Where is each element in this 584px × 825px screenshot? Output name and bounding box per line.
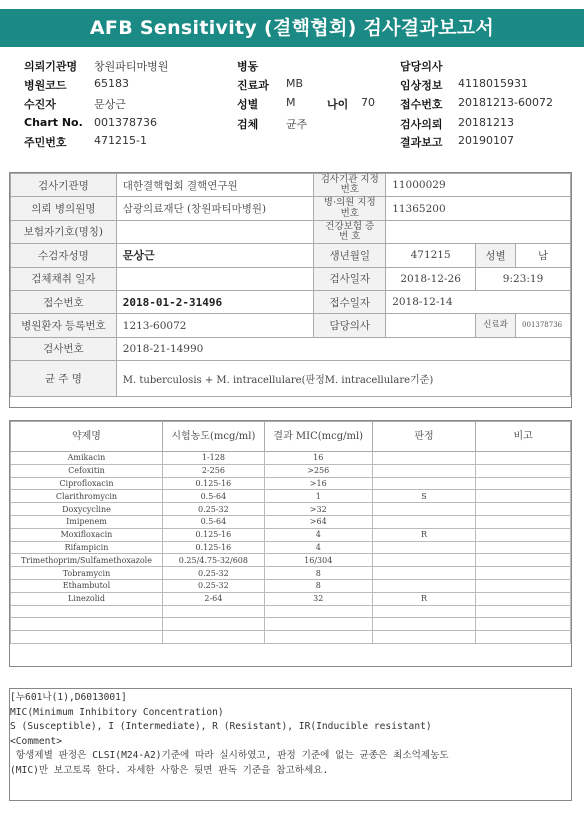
- birth-value: 471215: [386, 244, 476, 267]
- chart-no-label: Chart No.: [24, 116, 83, 129]
- table-row: [11, 477, 571, 490]
- test-conc: [162, 605, 264, 618]
- note-line: <Comment>: [10, 735, 62, 747]
- request-date-value: 20181213: [458, 116, 514, 129]
- test-conc: 0.125-16: [162, 541, 264, 554]
- note-line: MIC(Minimum Inhibitory Concentration): [10, 706, 224, 718]
- interpretation: [372, 477, 476, 490]
- receipt-value: 20181213-60072: [458, 96, 553, 109]
- confirm-label: 신료과: [476, 314, 516, 337]
- interpretation: [372, 541, 476, 554]
- mic-result: >64: [264, 515, 372, 528]
- health-no-label: 건강보험 증 번 호: [314, 220, 386, 243]
- remarks: [476, 490, 571, 503]
- drug-name: Cefoxitin: [11, 464, 163, 477]
- interpretation: [372, 618, 476, 631]
- interpretation: R: [372, 592, 476, 605]
- table-row: [11, 567, 571, 580]
- drug-name: [11, 618, 163, 631]
- name-value: 문상근: [116, 244, 314, 267]
- table-row: [11, 464, 571, 477]
- age-label: 나이: [327, 98, 349, 111]
- table-row: [11, 592, 571, 605]
- requester-value: 창원파티마병원: [94, 60, 169, 73]
- sex-label: 성별: [237, 98, 259, 111]
- interpretation: [372, 452, 476, 465]
- birth-label: 생년월일: [314, 244, 386, 267]
- test-conc: 0.5-64: [162, 515, 264, 528]
- drug-name: Ethambutol: [11, 579, 163, 592]
- specimen-value: 균주: [286, 118, 308, 131]
- report-date-label: 결과보고: [400, 136, 443, 149]
- remarks: [476, 503, 571, 516]
- test-conc: 0.25-32: [162, 567, 264, 580]
- drug-name: [11, 631, 163, 644]
- table-row: [11, 503, 571, 516]
- remarks: [476, 605, 571, 618]
- interpretation: [372, 503, 476, 516]
- hosp-reg-label: 병원환자 등록번호: [11, 314, 117, 337]
- strain-value: M. tuberculosis + M. intracellulare(판정M. intracellulare기준): [116, 361, 570, 397]
- test-conc: [162, 631, 264, 644]
- note-line: [누601나(1),D6013001]: [10, 692, 127, 703]
- mic-result: 8: [264, 567, 372, 580]
- table-row: [11, 579, 571, 592]
- header-remarks: 비고: [476, 422, 571, 452]
- notes-section: [10, 691, 571, 778]
- strain-label: 균 주 명: [11, 361, 117, 397]
- req-code-value: 11365200: [386, 197, 571, 220]
- req-org-value: 삼광의료재단 (창원파티마병원): [116, 197, 314, 220]
- ward-label: 병동: [237, 60, 259, 73]
- lab-name-value: 대한결핵협회 결핵연구원: [116, 174, 314, 197]
- requester-label: 의뢰기관명: [24, 60, 78, 73]
- req-code-label: 병·의원 지정번호: [314, 197, 386, 220]
- sex-value: M: [286, 96, 296, 109]
- interpretation: S: [372, 490, 476, 503]
- patient-value: 문상근: [94, 98, 126, 111]
- header-drug: 약제명: [11, 422, 163, 452]
- doctor-label: 담당의사: [400, 60, 443, 73]
- interpretation: [372, 567, 476, 580]
- lab-code-value: 11000029: [386, 174, 571, 197]
- remarks: [476, 541, 571, 554]
- doctor-info-value: [386, 314, 476, 337]
- remarks: [476, 528, 571, 541]
- drug-name: Trimethoprim/Sulfamethoxazole: [11, 554, 163, 567]
- receipt-date-label: 접수일자: [314, 290, 386, 313]
- mic-result: 16/304: [264, 554, 372, 567]
- test-time-value: 9:23:19: [476, 267, 571, 290]
- remarks: [476, 567, 571, 580]
- test-conc: 0.25-32: [162, 579, 264, 592]
- header-interpretation: 판정: [372, 422, 476, 452]
- interpretation: [372, 631, 476, 644]
- dept-value: MB: [286, 77, 304, 90]
- health-no-value: [386, 220, 571, 243]
- test-conc: 0.125-16: [162, 528, 264, 541]
- interpretation: [372, 579, 476, 592]
- receipt-no-value: 2018-01-2-31496: [116, 290, 314, 313]
- drug-name: Linezolid: [11, 592, 163, 605]
- chart-no-value: 001378736: [94, 116, 157, 129]
- hospital-code-label: 병원코드: [24, 79, 67, 92]
- drug-name: Moxifloxacin: [11, 528, 163, 541]
- header-mic: 결과 MIC(mcg/ml): [264, 422, 372, 452]
- remarks: [476, 618, 571, 631]
- table-row: [11, 605, 571, 618]
- remarks: [476, 477, 571, 490]
- drug-name: Amikacin: [11, 452, 163, 465]
- table-row: [11, 541, 571, 554]
- receipt-no-label: 접수번호: [11, 290, 117, 313]
- report-title: AFB Sensitivity (결핵협회) 검사결과보고서: [0, 9, 584, 47]
- clinical-label: 임상정보: [400, 79, 443, 92]
- remarks: [476, 554, 571, 567]
- hospital-code-value: 65183: [94, 77, 129, 90]
- dept-label: 진료과: [237, 79, 269, 92]
- interpretation: [372, 554, 476, 567]
- test-date-label: 검사일자: [314, 267, 386, 290]
- remarks: [476, 592, 571, 605]
- test-conc: 2-64: [162, 592, 264, 605]
- hosp-reg-value: 1213-60072: [116, 314, 314, 337]
- sex-info-value: 남: [516, 244, 571, 267]
- remarks: [476, 464, 571, 477]
- interpretation: [372, 515, 476, 528]
- header-test-conc: 시험농도(mcg/ml): [162, 422, 264, 452]
- drug-name: Doxycycline: [11, 503, 163, 516]
- confirm-value: 001378736: [516, 314, 571, 337]
- test-date-value: 2018-12-26: [386, 267, 476, 290]
- test-conc: 0.25-32: [162, 503, 264, 516]
- table-row: [11, 528, 571, 541]
- interpretation: [372, 605, 476, 618]
- mic-result: [264, 605, 372, 618]
- remarks: [476, 515, 571, 528]
- test-conc: 0.5-64: [162, 490, 264, 503]
- drug-name: Imipenem: [11, 515, 163, 528]
- mic-result: 16: [264, 452, 372, 465]
- note-line: (MIC)만 보고토록 한다. 자세한 사항은 뒷면 판독 기준을 참고하세요.: [10, 764, 329, 776]
- name-label: 수검자성명: [11, 244, 117, 267]
- mic-result: 1: [264, 490, 372, 503]
- test-conc: 0.25/4.75-32/608: [162, 554, 264, 567]
- test-conc: 0.125-16: [162, 477, 264, 490]
- test-conc: 1-128: [162, 452, 264, 465]
- receipt-label: 접수번호: [400, 98, 443, 111]
- age-value: 70: [361, 96, 375, 109]
- test-conc: 2-256: [162, 464, 264, 477]
- note-line: 항생제별 판정은 CLSI(M24-A2)기준에 따라 실시하였고, 판정 기준에 없는 균종은 최소억제농도: [10, 750, 449, 761]
- report-date-value: 20190107: [458, 134, 514, 147]
- table-row: [11, 490, 571, 503]
- request-date-label: 검사의뢰: [400, 118, 443, 131]
- table-row: [11, 618, 571, 631]
- mic-result: [264, 631, 372, 644]
- mic-result: >256: [264, 464, 372, 477]
- mic-result: 4: [264, 528, 372, 541]
- req-org-label: 의뢰 병의원명: [11, 197, 117, 220]
- note-line: S (Susceptible), I (Intermediate), R (Resistant), IR(Inducible resistant): [10, 721, 432, 732]
- table-row: [11, 515, 571, 528]
- mic-result: 8: [264, 579, 372, 592]
- drug-sensitivity-table: [10, 421, 571, 644]
- remarks: [476, 631, 571, 644]
- report-header: [0, 56, 584, 148]
- insurance-value: [116, 220, 314, 243]
- lab-name-label: 검사기관명: [11, 174, 117, 197]
- collect-date-label: 검체채취 일자: [11, 267, 117, 290]
- patient-label: 수진자: [24, 98, 56, 111]
- remarks: [476, 452, 571, 465]
- collect-date-value: [116, 267, 314, 290]
- resident-no-value: 471215-1: [94, 134, 147, 147]
- table-row: [11, 452, 571, 465]
- exam-no-label: 검사번호: [11, 337, 117, 360]
- mic-result: [264, 618, 372, 631]
- interpretation: [372, 464, 476, 477]
- table-row: [11, 631, 571, 644]
- table-row: [11, 554, 571, 567]
- drug-name: Tobramycin: [11, 567, 163, 580]
- drug-name: [11, 605, 163, 618]
- remarks: [476, 579, 571, 592]
- drug-name: Clarithromycin: [11, 490, 163, 503]
- mic-result: >16: [264, 477, 372, 490]
- doctor-info-label: 담당의사: [314, 314, 386, 337]
- mic-result: >32: [264, 503, 372, 516]
- clinical-value: 4118015931: [458, 77, 528, 90]
- test-conc: [162, 618, 264, 631]
- interpretation: R: [372, 528, 476, 541]
- mic-result: 4: [264, 541, 372, 554]
- drug-name: Rifampicin: [11, 541, 163, 554]
- exam-no-value: 2018-21-14990: [116, 337, 570, 360]
- sex-info-label: 성별: [476, 244, 516, 267]
- specimen-label: 검체: [237, 118, 259, 131]
- insurance-label: 보험자기호(명칭): [11, 220, 117, 243]
- drug-name: Ciprofloxacin: [11, 477, 163, 490]
- lab-code-label: 검사기관 지정번호: [314, 174, 386, 197]
- receipt-date-value: 2018-12-14: [386, 290, 571, 313]
- patient-info-table: [10, 173, 571, 397]
- mic-result: 32: [264, 592, 372, 605]
- resident-no-label: 주민번호: [24, 136, 67, 149]
